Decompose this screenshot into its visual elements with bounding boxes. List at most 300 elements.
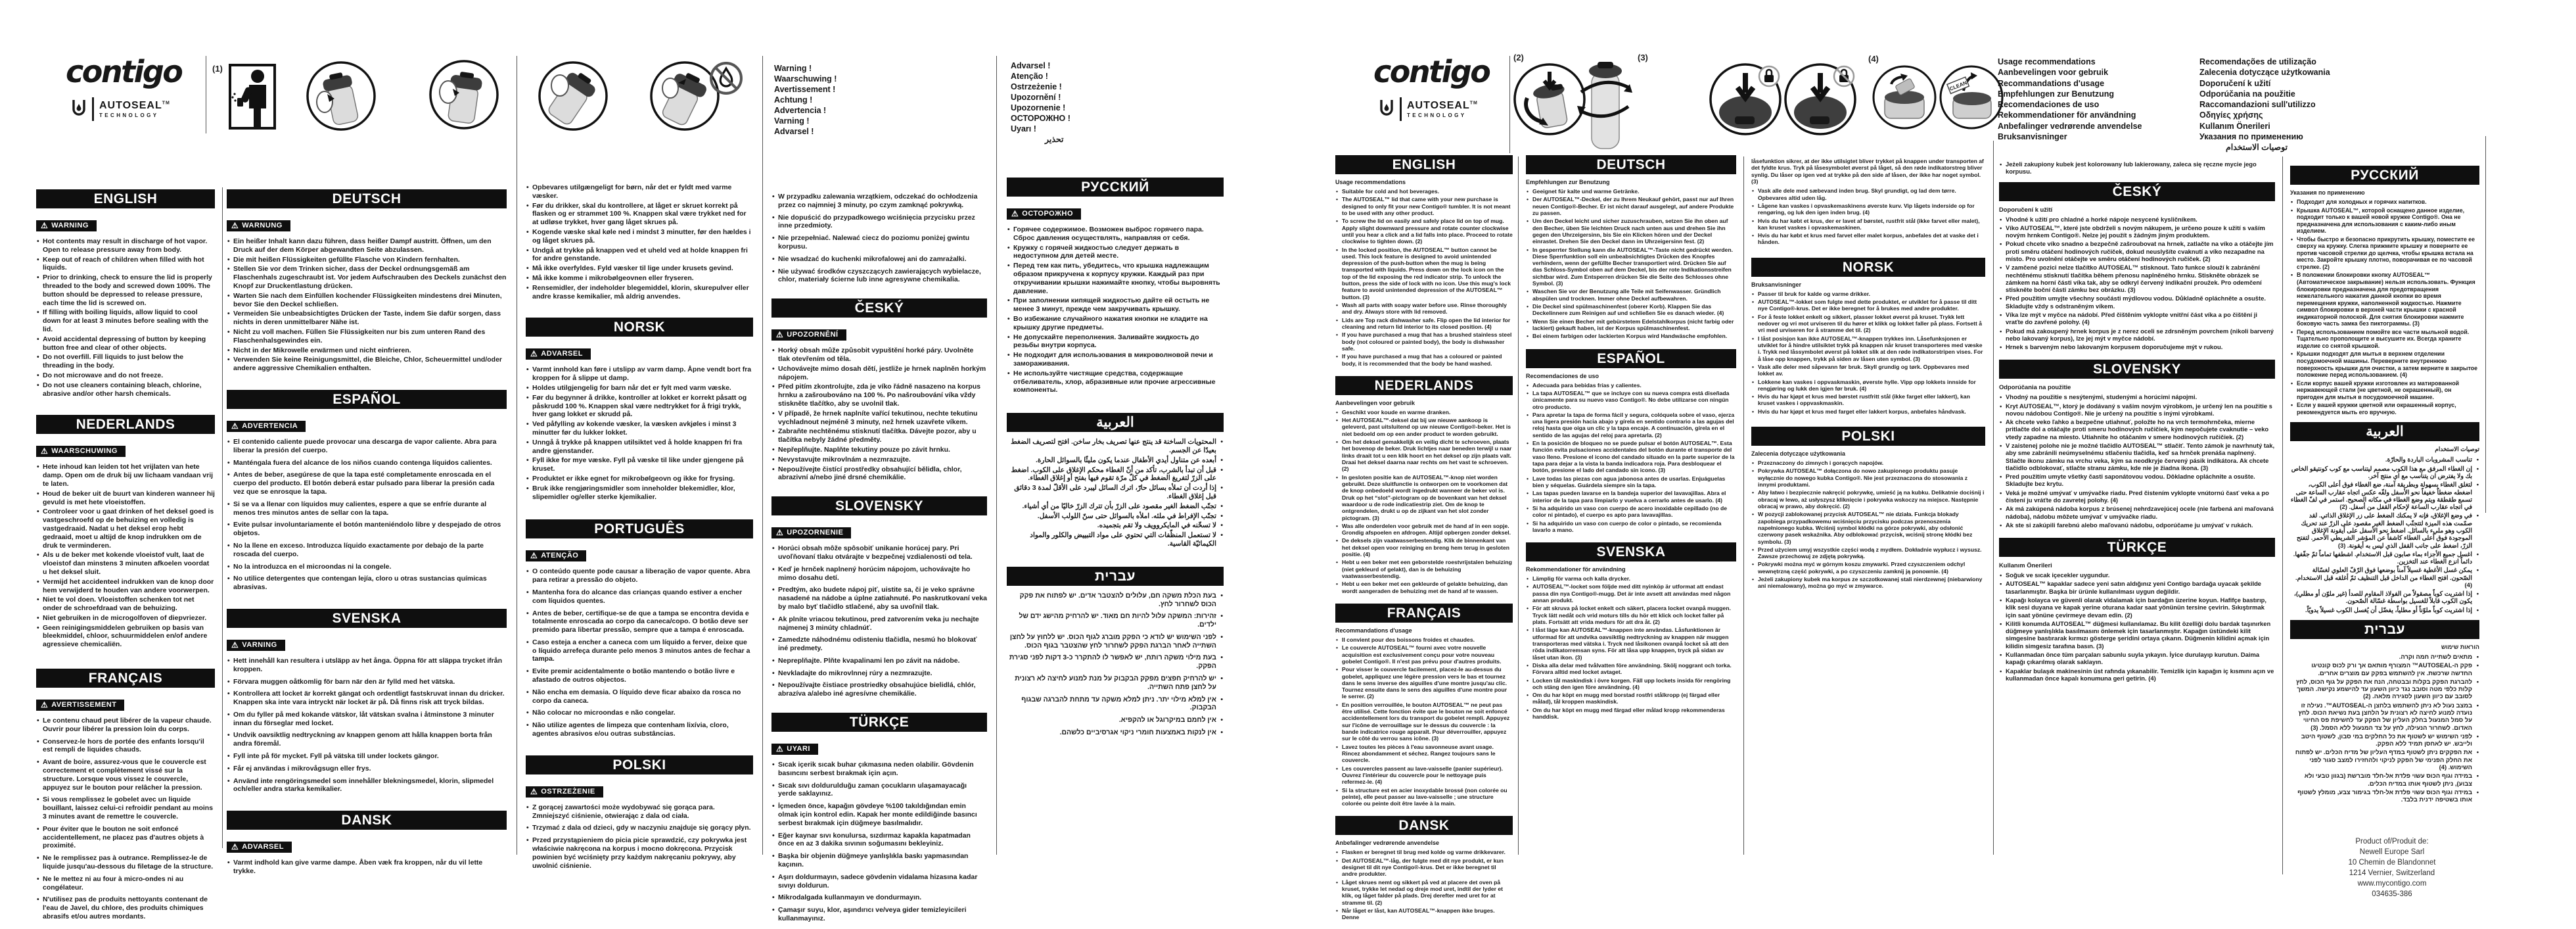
warning-badge [771,744,818,755]
warning-badge-label: WARNUNG [242,222,283,229]
bullet-item: • Hvis du har kjøpt et krus med farget eller lakkert korpus, anbefales håndvask. [1751,408,1985,415]
figure-tilt-drink-circle [538,60,609,131]
language-section [227,189,507,373]
bullet-item: • Le couvercle AUTOSEAL™ fourni avec votre nouvelle acquisition est exclusivement conçu pour votre nouveau gobelet Contigo®. Il n'est pas prévu pour d'autres produits. [1335,644,1513,665]
warning-badge-label: ОСТОРОЖНО [1022,210,1074,218]
bullet-item: • Si vous remplissez le gobelet avec un liquide bouillant, laissez celui-ci refroidir pendant au moins 3 minutes avant de remettre le couvercle. [36,796,215,821]
list-line: Recomendaciones de uso [1998,100,2100,109]
bullet-item: • Não encha em demasia. O líquido deve ficar abaixo da rosca no corpo da caneca. [526,688,753,705]
bullet-item: • تناسب المشروبات الباردة والحارّة. [2290,456,2479,463]
warning-badge [227,842,292,853]
bullet-item: • Si la structure est en acier inoxydable brossé (non colorée ou peinte), elle peut passer au lave-vaisselle ; une structure colorée ou peinte doit être lavée à la main. [1335,787,1513,807]
bullet-item: • Do not microwave and do not freeze. [36,371,215,380]
column-divider [1509,56,1510,153]
figure-flip-lid-circle [1872,64,1937,130]
bullet-list [1526,575,1736,720]
section-title: توصيات الاستخدام [2435,446,2479,453]
bullet-item: • להברגת הפקק בקלות ובבטחה, הנח את הפקק על גוף הכוס, לחץ קלות כלפי מטה וסובב נגד כיוון השעון עד להישמע נקישה. המשך לסובב עם כיוון השעון לסגירה מלאה. (2) [2290,678,2479,700]
warning-triangle-icon: ⚠ [776,330,784,340]
bullet-item: • Evite premir acidentalmente o botão mantendo o botão livre e afastado de outros objectos. [526,667,753,684]
language-section-header: POLSKI [1751,427,1985,446]
bullet-item: • Pokrywka AUTOSEAL™ dołączona do nowo zakupionego produktu pasuje wyłącznie do nowego kubka Contigo®. Nie jest przeznaczona do stosowania z innymi produktami. [1751,467,1985,488]
section-title: Usage recommendations [1335,179,1406,185]
bullet-item: • Подходит для холодных и горячих напитков. [2290,199,2479,206]
bullet-item: • To screw the lid on easily and safely place lid on top of mug. Apply slight downward pressure and rotate counter clockwise until you hear a click and a lid falls into place. Proceed to rotate clockwise to tighten down. (2) [1335,218,1513,245]
bullet-item: • Pokud chcete víko snadno a bezpečně zašroubovat na hrnek, zatlačte na víko a otáčejte jím proti směru otáčení hodinových ručiček, dokud neuslyšíte cvaknutí a víko nezapadne na místo. Pro uvolnění otáčejte ve směru otáčení hodinových ručiček. (2) [1999,240,2275,262]
bullet-list [36,717,215,921]
column-divider [1993,141,1994,855]
bullet-list [2290,456,2479,613]
bullet-item: • Nepreplňajte. Plňte kvapalinami len po závit na nádobe. [771,657,987,665]
language-section-header: العربية [2290,422,2479,441]
multilang-warning-list-1 [774,63,837,137]
language-section [1526,349,1736,534]
bullet-item: • Waschen Sie vor der Benutzung alle Teile mit Seifenwasser. Gründlich abspülen und trocknen. Immer ohne Deckel aufbewahren. [1526,288,1736,302]
warning-triangle-icon: ⚠ [231,842,239,852]
warning-badge [36,446,126,457]
bullet-item: • Перед использованием помойте все части мыльной водой. Тщательно прополощите и высушите их. Всегда храните изделие со снятой крышкой. [2290,329,2479,350]
list-line: Waarschuwing ! [774,74,837,83]
bullet-item: • При заполнении кипящей жидкостью дайте ей остыть не менее 3 минут, прежде чем закручивать крышку. [1007,297,1224,314]
bullet-item: • Nevkladajte do mikrovlnnej rúry a nezmrazujte. [771,669,987,678]
contigo-logo: contigo [66,54,182,89]
bullet-item: • Pour visser le couvercle facilement, placez-le au-dessus du gobelet, appliquez une légère pression vers le bas et tournez dans le sens inverse des aiguilles d'une montre jusqu'au clic. Tournez ensuite dans le sens des aiguilles d'une montre pour le serrer. (2) [1335,666,1513,700]
bullet-item: • تجنّب الضغط الغير مقصود على الزرّ بأن تترك الزرّ خاليًا من أي أشياء. [1007,502,1224,511]
list-line: Achtung ! [774,95,813,105]
section-title: Anbefalinger vedrørende anvendelse [1335,840,1440,847]
bullet-item: • Om du har köpt en mugg med färgad eller målad kropp rekommenderas handdisk. [1526,707,1736,721]
bullet-item: • Nie dopuścić do przypadkowego wciśnięcia przycisku przez inne przedmioty. [771,214,987,231]
bullet-item: • Hvis du har kjøpt et krus med børstet rustfritt stål (ikke farget eller lakkert), kan kruset vaskes i oppvaskmaskin. [1751,393,1985,407]
language-section [36,669,215,921]
list-line: Kullanım Önerileri [2199,121,2270,131]
bullet-item: • Diska alla delar med tvålvatten före användning. Skölj noggrant och torka. Förvara alltid med locket avtaget. [1526,662,1736,676]
list-line: Advarsel ! [1011,61,1051,70]
bullet-item: • Aby łatwo i bezpiecznie nakręcić pokrywkę, umieść ją na kubku. Delikatnie dociśnij i obracaj w lewo, aż usłyszysz kliknięcie i pokrywka wskoczy na miejsce. Następnie obracaj w prawo, aby dokręcić. (2) [1751,489,1985,510]
bullet-item: • W przypadku zalewania wrzątkiem, odczekać do ochłodzenia przez co najmniej 3 minuty, po czym zamknąć pokrywką. [771,193,987,210]
warning-triangle-icon: ⚠ [530,551,538,561]
bullet-item: • Als u de beker met kokende vloeistof vult, laat de vloeistof dan minstens 3 minuten afkoelen voordat u het deksel sluit. [36,551,215,576]
list-line: ОСТОРОЖНО ! [1011,114,1070,123]
bullet-item: • Не используйте чистящие средства, содержащие отбеливатель, хлор, абразивные или прочие агрессивные компоненты. [1007,369,1224,394]
bullet-item: • لتغلق الغطاء بسهولة وبطريقة آمنة، ضع الغطاء فوق أعلى الكوب، اضغطه ضغطاً خفيفاً نحو الأسفل ولفّه عكس اتجاه عقارب الساعة حتى تسمع طقطقة ويتم وضع الغطاء في مكانه الصحيح. استمر في لفّ الغطاء في اتجاه عقارب الساعة لإحكام القفل من أسفل. (2) [2290,481,2479,510]
language-section-header: NEDERLANDS [36,415,215,434]
bullet-item: • قبل أن تبدأ بالشرب، تأكد من أنّ الغطاء محكم الإغلاق على الكوب. اضغط على الزرّ لتفريغ الضغط في كلّ مرّة تقوم فيها بفتح أو إغلاق الغطاء. [1007,466,1224,483]
bullet-item: • זהירות: המשקה עלול להיות חם מאוד. יש להרחיק מהישג ידם של ילדים. [1007,612,1224,629]
bullet-item: • في وضع الإغلاق، فإنه لا يمكنك الضغط على زر الإغلاق الذاتي. لقد صمّمت هذه الميزة لتتجنّب الضغط الغير مقصود على الزرّ عند تحريك الكوب وهو مليء بالسائل. اضغط نحو الأسفل على أيقونة الإغلاق الموجودة فوق أعلى الغطاء كاشفاً عن المؤشر الشريطي الأحمر. لتفتح الزرّ، اضغط على جانب القفل الذي ليس به أيقونة. (3) [2290,512,2479,548]
bullet-item: • No la introduzca en el microondas ni la congele. [227,563,507,571]
bullet-item: • Ak ste si zakúpili farebnú alebo maľovanú nádobu, odporúčame ju umývať v rukách. [1999,521,2275,529]
warning-badge-label: WAARSCHUWING [51,447,118,456]
language-section-header: NEDERLANDS [1335,376,1513,395]
figure-press-away-from-body [229,64,276,130]
bullet-item: • In gesloten positie kan de AUTOSEAL™-knop niet worden gebruikt. Deze sluitfunctie is ontworpen om te voorkomen dat de knop onbedoeld wordt ingedrukt wanneer de beker vol is. Druk op het “slot”-pictogram op de bovenkant van het deksel waardoor u de rode indicatiestrip ziet. Om de knop te ontgrendelen, drukt u op de zijkant van het slot zonder pictogram. (3) [1335,474,1513,521]
column-divider [222,187,223,848]
language-section [771,298,987,482]
bullet-item: • For å feste lokket enkelt og sikkert, plasser lokket øverst på kruset. Trykk lett nedover og vri mot urviseren til du hører et klikk og lokket faller på plass. Fortsett å vri med urviseren for å stramme det til. (2) [1751,314,1985,334]
bullet-item: • Um den Deckel leicht und sicher zuzuschrauben, setzen Sie ihn oben auf den Becher, üben Sie leichten Druck nach unten aus und drehen Sie ihn gegen den Uhrzeigersinn, bis Sie ein Klicken hören und der Deckel einrastet. Drehen Sie den Deckel dann im Uhrzeigersinn fest. (2) [1526,218,1736,245]
language-section [1999,538,2275,682]
bullet-item: • Får ej användas i mikrovågsugn eller frys. [227,765,507,773]
warning-badge-label: ADVERTENCIA [242,421,298,430]
language-section [2290,166,2479,416]
language-section [526,318,753,501]
language-section-header: ESPAÑOL [227,390,507,409]
section-title: Указания по применению [2290,189,2365,196]
list-line: Anbefalinger vedrørende anvendelse [1998,121,2142,131]
bullet-item: • Sıcak sıvı doldurulduğu zaman çocukların ulaşamayacağı yerde saklayınız. [771,782,987,799]
bullet-item: • If you have purchased a mug that has a brushed stainless steel body (not coloured or painted body), the body is dishwasher safe. [1335,331,1513,352]
bullet-item: • För att skruva på locket enkelt och säkert, placera locket ovanpå muggen. Tryck lätt nedåt och vrid moturs tills du hör ett klick och locket faller på plats. Fortsätt att vrida medurs för att dra åt. (2) [1526,605,1736,625]
left-column-4 [771,187,987,927]
language-section-header: SVENSKA [227,609,507,628]
language-section-header: DEUTSCH [1526,155,1736,174]
bullet-item: • Adecuada para bebidas frías y calientes. [1526,382,1736,389]
bullet-item: • Ak chcete veko ľahko a bezpečne utiahnuť, položte ho na vrch termohrnčeka, mierne pritlačte dol a otáčajte proti smeru hodinových ručičiek, kým nepočujete cvaknutie – veko vtedy zapadne na miesto. Utiahnite ho otáčaním v smere hodinových ručičiek. (2) [1999,418,2275,441]
bullet-item: • Кружку с горячей жидкостью следует держать в недоступном для детей месте. [1007,244,1224,261]
bullet-item: • במצב נעול לא ניתן להשתמש בלחצן ה-AUTOSEAL™. נעילה זו נועדה למנוע לחיצה לא רצונית על הלחצן בעת נשיאת הכוס. לחץ על סמל המנעול בחלק העליון של הפקק עד לחשיפת פס החיווי האדום. לשחרור הנעילה, לחץ על צד המנעול ללא הסמל. (3) [2290,702,2479,731]
language-section [1526,155,1736,340]
brand-lockup-left [66,54,182,121]
bullet-item: • Mantenha fora do alcance das crianças quando estiver a encher com líquidos quentes. [526,588,753,606]
autoseal-droplet-icon [1379,99,1394,119]
multilang-usage-list-1 [1998,57,2142,142]
bullet-item: • Om het deksel gemakkelijk en veilig dicht te schroeven, plaats het bovenop de beker. Druk lichtjes naar beneden terwijl u naar links draait tot u een klik hoort en het deksel op zijn plaats valt. Draai het deksel daarna naar rechts om het vast te schroeven. (2) [1335,439,1513,473]
bullet-list [1526,382,1736,534]
warning-badge-label: AVERTISSEMENT [51,701,117,709]
bullet-item: • Wenn Sie einen Becher mit gebürstetem Edelstahlkorpus (nicht farbig oder lackiert) gekauft haben, ist der Korpus spülmaschinenfest. [1526,318,1736,332]
bullet-item: • Vermijd het accidenteel indrukken van de knop door hem verwijderd te houden van andere voorwerpen. [36,578,215,595]
right-column-2 [1526,155,1736,721]
list-line: Rekommendationer för användning [1998,110,2136,120]
language-section-header: SLOVENSKY [1999,360,2275,379]
left-column-2 [227,189,507,877]
bullet-item: • Vask alle deler med såpevann før bruk. Skyll grundig og tørk. Oppbevares med lokket av. [1751,364,1985,377]
bullet-list [526,567,753,738]
bullet-item: • Om du har köpt en mugg med borstad rostfri stålkropp (ej färgad eller målad), tål kroppen maskindisk. [1526,692,1736,705]
bullet-item: • AUTOSEAL™-locket som följde med ditt nyinköp är utformat att endast passa din nya Contigo®-mugg. Det är inte avsett att användas med någon annan produkt. [1526,583,1736,604]
warning-badge [526,348,591,360]
bullet-item: • لا تسخّنه في المايكروويف ولا تقم بتجميده. [1007,521,1224,530]
bullet-item: • Nevystavujte mikrovlnám a nezmrazujte. [771,456,987,464]
language-section [1007,567,1224,737]
column-divider [2485,136,2486,513]
bullet-item: • Uchovávejte mimo dosah dětí, jestliže je hrnek naplněn horkým nápojem. [771,365,987,382]
bullet-item: • Evite pulsar involuntariamente el botón manteniéndolo libre y despejado de otros objetos. [227,521,507,538]
bullet-item: • Kontrollera att locket är korrekt gängat och ordentligt fastskruvat innan du dricker. Knappen ska inte vara intryckt när locket är på. Då finns risk att tryck bildas. [227,690,507,707]
list-line: Newell Europe Sarl [2359,848,2425,857]
bullet-item: • Hebt u een beker met een gekleurde of gelakte behuizing, dan wordt aangeraden de behuizing met de hand af te wassen. [1335,581,1513,594]
bullet-item: • أبعده عن متناول أيدي الأطفال عندما يكون مليئًا بالسوائل الحارة. [1007,456,1224,465]
bullet-list [1335,409,1513,594]
right-column-4 [1999,158,2275,683]
bullet-item: • מתאים לשתייה חמה וקרה. [2290,653,2479,660]
bullet-item: • לפני השימוש יש לשטוף את כל החלקים במי סבון, לשטוף היטב ולייבש. יש לאחסן תמיד ללא הפקק. [2290,732,2479,748]
bullet-item: • Antes de beber, asegúrese de que la tapa esté completamente enroscada en el cuerpo del producto. El botón deberá estar pulsado para liberar la presión cada vez que se enrosque la tapa. [227,471,507,496]
multilang-usage-list-2 [2199,57,2330,153]
bullet-item: • Hete inhoud kan leiden tot het vrijlaten van hete damp. Open om de druk bij uw lichaam vandaan vrij te laten. [36,463,215,488]
warning-badge-label: WARNING [51,222,89,229]
bullet-item: • В положении блокировки кнопку AUTOSEAL™ (Автоматическое закрывание) нельзя использовать. Функция блокировки предназначена для предотвращения нежелательного нажатия данной кнопки во время перемещения кружки, наполненной жидкостью. Нажмите символ блокировки в верхней части крышки с красной индикаторной полоской. Для снятия блокировки нажмите боковую часть замка без пиктограммы. (3) [2290,272,2479,327]
bullet-list [1335,188,1513,367]
list-line: Upozornenie ! [1011,103,1066,112]
bullet-item: • Kullanmadan önce tüm parçaları sabunlu suyla yıkayın. İyice durulayıp kurutun. Daima kapağı çıkarılmış olarak saklayın. [1999,651,2275,666]
bullet-item: • Manténgala fuera del alcance de los niños cuando contenga líquidos calientes. [227,459,507,467]
list-line-arabic: تحذير [1045,135,1064,144]
bullet-list [2290,653,2479,803]
bullet-item: • Horký obsah může způsobit vypuštění horké páry. Uvolněte tlak otevřením od těla. [771,346,987,364]
warning-badge [526,550,586,561]
bullet-item: • Ak plníte vriacou tekutinou, pred zatvorením veka ju nechajte najmenej 3 minúty chladnúť. [771,615,987,632]
bullet-item: • Keep out of reach of children when filled with hot liquids. [36,256,215,273]
section-title: הוראות שימוש [2441,644,2479,651]
warning-badge-label: UYARI [787,745,810,753]
bullet-item: • Если корпус вашей кружки изготовлен из матированной нержавеющей стали (не цветной, не окрашенный), он пригоден для мытья в посудомоечной машине. [2290,380,2479,401]
right-column-3 [1751,158,1985,591]
figure-lid-clean-circle [1939,64,2004,130]
bullet-item: • La tapa AUTOSEAL™ que se incluye con su nueva compra está diseñada únicamente para su nuevo vaso Contigo®. No debe utilizarse con ningún otro producto. [1526,390,1736,410]
list-line: Recomendações de utilização [2199,57,2316,66]
bullet-item: • Fyll ikke for mye væske. Fyll på væske til like under gjengene på kruset. [526,456,753,473]
bullet-list [771,761,987,923]
bullet-item: • Не допускайте переполнения. Заливайте жидкость до резьбы внутри корпуса. [1007,333,1224,350]
bullet-item: • Não colocar no microondas e não congelar. [526,709,753,717]
language-section [1526,542,1736,720]
language-section-header: ČESKÝ [1999,182,2275,201]
language-section-header: TÜRKÇE [1999,538,2275,557]
bullet-item: • Bruk ikke rengjøringsmidler som inneholder blekemidler, klor, slipemidler og/eller sterke kjemikalier. [526,485,753,502]
language-section-header: FRANÇAIS [36,669,215,688]
bullet-item: • I låst posisjon kan ikke AUTOSEAL™-knappen trykkes inn. Låsefunksjonen er utviklet for å hindre utilsiktet trykk på knappen når kruset transporteres med væske i. Trykk ned låssymbolet øverst på lokket slik at den røde indikatorstripen vises. For å låse opp knappen, trykk på siden av låsen uten symbol. (3) [1751,335,1985,362]
bullet-list [771,346,987,482]
bullet-item: • Locken tål maskindisk i övre korgen. Fäll upp lockets insida för rengöring och stäng den igen före användning. (4) [1526,677,1736,691]
bullet-item: • No utilice detergentes que contengan lejía, cloro u otras sustancias químicas abrasivas. [227,575,507,592]
bullet-item: • Крышка AUTOSEAL™, которой оснащено данное изделие, подходит только к вашей новой кружке Contigo®. Она не предназначена для использования с каким-либо иным изделием. [2290,207,2479,235]
bullet-item: • Kapağı kolayca ve güvenli olarak vidalamak için bardağın üzerine koyun. Hafifçe bastırıp, klik sesi duyana ve kapak yerine oturana kadar saat yönünün tersine çevirin. Sıkıştırmak için saat yönüne çevirmeye devam edin. (2) [1999,596,2275,619]
warning-badge [771,329,846,341]
section-title: Kullanım Önerileri [1999,561,2052,569]
warning-badge-label: UPOZORNENIE [787,529,844,537]
bullet-item: • Başka bir objenin düğmeye yanlışlıkla baskı yapmasından kaçının. [771,852,987,869]
bullet-item: • Før du drikker, skal du kontrollere, at låget er skruet korrekt på flasken og er strammet 100 %. Knappen skal være trykket ned for at udløse trykket, hver gang låget skrues på. [526,202,753,227]
list-line: Raccomandazioni sull'utilizzo [2199,100,2316,109]
warning-triangle-icon: ⚠ [41,221,49,230]
bullet-item: • إذا اشتريت كوباً ملوّناً أو مطلياً، يفضّل أن يُغسل الكوب غسيلاً يدويّاً. [2290,606,2479,613]
bullet-item: • In the locked position, the AUTOSEAL™ button cannot be used. This lock feature is designed to avoid unintended depression of the push-button when the mug is being transported with liquids. Press down on the lock icon on the top of the lid exposing the red indicator strip. To unlock the button, press the side of lock with no icon. Use this mug's lock feature to avoid unintended depression of the AUTOSEAL™ button. (3) [1335,247,1513,301]
bullet-item: • V zamčené pozici nelze tlačítko AUTOSEAL™ stisknout. Tato funkce slouží k zabránění nechtěnému stisknutí tlačítka během přenosu naplněného hrnku. Stiskněte obrázek se zámkem na horní části víka tak, aby se odkryl červený indikační proužek. Pro odemčení stiskněte boční části zámku bez obrázku. (3) [1999,264,2275,293]
bullet-item: • Varmt indhold kan give varme dampe. Åben væk fra kroppen, når du vil lette trykke. [227,859,507,876]
bullet-item: • إن الغطاء المرفق مع هذا الكوب مصمم ليتناسب مع كوب كونتيقو الخاص بك ولا يفترض ان يتناسب مع اي منتج آخر. [2290,465,2479,480]
language-section [526,183,753,300]
list-line: Product of/Produit de: [2355,838,2429,846]
bullet-item: • Во избежание случайного нажатия кнопки не кладите на крышку другие предметы. [1007,315,1224,332]
warning-badge-label: UPOZORNĚNÍ [787,331,839,339]
bullet-item: • Lavez toutes les pièces à l'eau savonneuse avant usage. Rincez abondamment et séchez. Rangez toujours sans le couvercle. [1335,744,1513,764]
list-line: 10 Chemin de Blandonnet [2348,859,2436,867]
warning-triangle-icon: ⚠ [530,349,538,359]
bullet-item: • Vask alle dele med sæbevand inden brug. Skyl grundigt, og lad dem tørre. Opbevares altid uden låg. [1751,187,1985,201]
bullet-item: • Kryt AUTOSEAL™, ktorý je dodávaný s vašim novým výrobkom, je určený len na použitie s novou nádobou Contigo®. Nie je určený na použitie s inými výrobkami. [1999,402,2275,417]
bullet-item: • Controleer voor u gaat drinken of het deksel goed is vastgeschroefd op de behuizing en volledig is vastgedraaid. Nadat u het deksel erop hebt gedraaid, moet u altijd de knop indrukken om de druk te verminderen. [36,508,215,550]
bullet-item: • يمكن غسل الأغطية غسيلاً آمناً بوضعها فوق الرّفّ العلوي لغسّالة الصّحون. افتح الغطاء من الداخل قبل التنظيف ثمّ أغلقه قبل الاستخدام. (4) [2290,566,2479,588]
bullet-item: • No la llene en exceso. Introduzca líquido exactamente por debajo de la parte roscada del cuerpo. [227,542,507,559]
bullet-item: • Varmt innhold kan føre i utslipp av varm damp. Åpne vendt bort fra kroppen for å slippe ut damp. [526,366,753,383]
bullet-item: • Opbevares utilgængeligt for børn, når det er fyldt med varme væsker. [526,183,753,201]
warning-triangle-icon: ⚠ [776,744,784,754]
bullet-item: • Vermeiden Sie unbeabsichtigtes Drücken der Taste, indem Sie dafür sorgen, dass nichts in deren unmittelbarer Nähe ist. [227,310,507,327]
bullet-list [1751,460,1985,590]
column-divider [762,56,763,855]
bullet-item: • Para apretar la tapa de forma fácil y segura, colóquela sobre el vaso, ejerza una ligera presión hacia abajo y gírela en sentido contrario a las agujas del reloj hasta que oiga un clic y la tapa encaje. A continuación, gírela en el sentido de las agujas del reloj para apretarla. (2) [1526,412,1736,439]
bullet-item: • במידה וגוף הכוס עשוי פלדת אל-חלד בגימור צבע, מומלץ לשטוף אותו בשטיפה ידנית בלבד. [2290,788,2479,803]
bullet-item: • Nicht zu voll machen. Füllen Sie Flüssigkeiten nur bis zum unteren Rand des Flaschenhalsgewindes ein. [227,328,507,345]
list-line: Upozornění ! [1011,93,1061,102]
bullet-item: • Låget skrues nemt og sikkert på ved at placere det oven på kruset, trykke let nedad og dreje mod uret, indtil der lyder et klik, og låget falder på plads. Drej derefter med uret for at stramme til. (2) [1335,879,1513,906]
language-section-header: PORTUGUÊS [526,519,753,538]
warning-badge-label: OSTRZEŻENIE [541,787,595,796]
bullet-item: • Avoid accidental depressing of button by keeping button free and clear of other objects. [36,335,215,352]
bullet-item: • בעת הכלת משקה חם, עלולים להצטבר אדים. יש לפתוח את פקק הכוס לשחרור לחץ. [1007,592,1224,609]
bullet-item: • Nie wsadzać do kuchenki mikrofalowej ani do zamrażalki. [771,255,987,264]
bullet-item: • Nepoužívajte čistiace prostriedky obsahujúce bielidlá, chlór, abrazíva a/alebo iné agresívne chemikálie. [771,681,987,698]
bullet-item: • אין לחמם במיקרוגל או להקפיא. [1007,716,1224,725]
bullet-item: • Hvis du har købt et krus, der er lavet af børstet, rustfrit stål (ikke farvet eller malet), kan kruset vaskes i opvaskemaskinen. [1751,218,1985,231]
bullet-item: • Der AUTOSEAL™-Deckel, der zu Ihrem Neukauf gehört, passt nur auf Ihren neuen Contigo®-Becher. Er ist nicht darauf ausgelegt, auf andere Produkte zu passen. [1526,196,1736,216]
bullet-item: • إذا اشتريت كوباً مصقولاً من الفولاذ المقاوم للصدأ (غير ملوّن أو مطلي)، يكون الكوب قابلاً للغسيل بواسطة غسّالة الصّحون. [2290,590,2479,605]
language-section [526,755,753,870]
language-section [526,519,753,738]
bullet-item: • Soğuk ve sıcak içecekler uygundur. [1999,571,2275,579]
bullet-item: • Před použitím umyjte všechny součásti mýdlovou vodou. Důkladně opláchněte a osušte. Skladujte vždy s odstraněným víkem. [1999,295,2275,310]
language-section [1751,158,1985,246]
bullet-item: • Geen reinigingsmiddelen gebruiken op basis van bleekmiddel, chloor, schuurmiddelen en/of andere agressieve chemicaliën. [36,624,215,649]
language-section-header: РУССКИЙ [1007,178,1224,197]
language-section-header: DANSK [1335,816,1513,835]
bullet-item: • Må ikke overfyldes. Fyld væsker til lige under krusets gevind. [526,264,753,273]
svg-text:CLEAN: CLEAN [1948,80,1968,93]
bullet-item: • Undvik oavsiktlig nedtryckning av knappen genom att hålla knappen borta från andra föremål. [227,731,507,748]
bullet-list [771,544,987,698]
bullet-item: • اغسل جميع الأجزاء بماء صابون قبل الاستخدام. اشطفها تماماً ثمّ جفّفها. دائماً انزع الغطاء عند التخزين. [2290,550,2479,565]
bullet-item: • Если у вашей кружки цветной или окрашенный корпус, рекомендуется мыть его вручную. [2290,402,2479,416]
bullet-item: • Holdes utilgjengelig for barn når det er fylt med varm væske. [526,384,753,393]
bullet-item: • Hett innehåll kan resultera i utsläpp av het ånga. Öppna för att släppa trycket ifrån kroppen. [227,657,507,674]
bullet-item: • Fyll inte på för mycket. Fyll på vätska till under lockets gängor. [227,752,507,761]
bullet-item: • Las tapas pueden lavarse en la bandeja superior del lavavajillas. Abra el interior de la tapa para limpiarlo y vuelva a cerrarlo antes de usarlo. (4) [1526,490,1736,504]
bullet-item: • Si ha adquirido un vaso con cuerpo de color o pintado, se recomienda lavarlo a mano. [1526,520,1736,534]
warning-triangle-icon: ⚠ [231,640,239,650]
bullet-item: • I låst läge kan AUTOSEAL™-knappen inte användas. Låsfunktionen är utformad för att undvika oavsiktlig nedtryckning av knappen när muggen transporteras med vätska i. Tryck ned låsikonen ovanpå locket så att den röda indikatorremsan syns. För att låsa upp knappen, tryck på sidan av låset utan ikon. (3) [1526,627,1736,661]
list-line: Οδηγίες χρήσης [2199,110,2263,120]
bullet-item: • V zaistenej polohe nie je možné tlačidlo AUTOSEAL™ stlačiť. Tento zámok je navrhnutý tak, aby sme zabránili neúmyselnému stlačeniu tlačidla, keď sa hrnček prenáša naplnený. Stlačte ikonu zámku na vrchu veka, kým sa neodkryje červený pásik indikátora. Ak chcete tlačidlo odblokovať, stlačte stranu zámku, kde nie je žiadna ikona. (3) [1999,442,2275,471]
language-section-header: العربية [1007,413,1224,432]
bullet-item: • Mikrodalgada kullanmayın ve dondurmayın. [771,893,987,902]
bullet-item: • Caso esteja a encher a caneca com um líquido a ferver, deixe que o líquido arrefeça durante pelo menos 3 minutos antes de fechar a tampa. [526,638,753,663]
language-section-header: FRANÇAIS [1335,604,1513,623]
figure-1-label: (1) [212,64,223,74]
bullet-list [1335,849,1513,920]
warning-badge [771,527,851,538]
autoseal-wordmark: AUTOSEAL™ [1407,99,1478,111]
bullet-item: • İçmeden önce, kapağın gövdeye %100 takıldığından emin olmak için kontrol edin. Kapak her monte edildiğinde basıncı serbest bırakmak için düğmeye basılmalıdır. [771,802,987,827]
bullet-item: • Aşırı doldurmayın, sadece gövdenin vidalama hizasına kadar sıvıyı doldurun. [771,873,987,890]
lockup-divider [92,97,94,121]
continuation-paragraph: låsefunktion sikrer, at der ikke utilsigtet bliver trykket på knappen under transporten af det fyldte krus. Tryk på låsesymbolet øverst på låget, så den røde indikatorstreg bliver synlig. Du låser op igen ved at trykke på den side af låsen, der ikke har noget symbol. (3) [1751,158,1984,185]
warning-badge [36,700,124,711]
language-section-header: DEUTSCH [227,189,507,208]
bullet-item: • Ne le mettez ni au four à micro-ondes ni au congélateur. [36,875,215,892]
list-line: Recommandations d'usage [1998,78,2105,88]
bullet-item: • Lave todas las piezas con agua jabonosa antes de usarlas. Enjuáguelas bien y séquelas. Guárdela siempre sin la tapa. [1526,475,1736,489]
list-line: Varning ! [774,116,810,126]
warning-badge-label: ADVARSEL [541,350,583,358]
contigo-logo: contigo [1373,54,1490,89]
bullet-item: • Predtým, ako budete nápoj piť, uistite sa, či je veko správne nasadené na nádobe a úplne zatiahnuté. Po naskrutkovaní veka by malo byť tlačidlo stlačené, aby sa uvoľnil tlak. [771,586,987,611]
figure-hold-mug-circle [428,59,499,130]
bullet-item: • Крышки подходят для мытья в верхнем отделении посудомоечной машины. Переверните внутреннюю поверхность крышки для очистки, а затем верните в закрытое положение перед использованием. (4) [2290,350,2479,378]
bullet-item: • Hebt u een beker met een geborstelde roestvrijstalen behuizing (niet gekleurd of gelakt), dan is de behuizing vaatwasserbestendig. [1335,559,1513,579]
language-section [771,193,987,284]
warning-badge [227,220,290,231]
bullet-item: • Le contenu chaud peut libérer de la vapeur chaude. Ouvrir pour libérer la pression loin du corps. [36,717,215,734]
list-line: Bruksanvisninger [1998,131,2067,141]
warning-badge [227,640,285,651]
bullet-item: • Vhodné k užití pro chladné a horké nápoje nesycené kysličníkem. [1999,216,2275,223]
autoseal-lockup [71,97,181,121]
bullet-item: • Lågene kan vaskes i opvaskemaskinens øverste kurv. Vip lågets inderside op for rengøring, og luk den igen inden brug. (4) [1751,202,1985,216]
bullet-item: • Vhodný na použitie s nesýtenými, studenými a horúcimi nápojmi. [1999,393,2275,400]
list-line: Doporučení k užití [2199,78,2271,88]
bullet-item: • Перед тем как пить, убедитесь, что крышка надлежащим образом прикручена к корпусу кружки. Каждый раз при откручивании крышки нажимайте кнопку, чтобы выровнять давление. [1007,262,1224,295]
warning-triangle-icon: ⚠ [776,528,784,538]
bullet-list [227,237,507,373]
bullet-item: • Het AUTOSEAL™-deksel dat bij uw nieuwe aankoop is geleverd, past uitsluitend op uw nieuwe Contigo®-beker. Het is niet bedoeld om op een ander product te worden gebruikt. [1335,417,1513,437]
language-section [1751,427,1985,590]
column-divider [2282,156,2283,874]
language-section-header: TÜRKÇE [771,713,987,732]
bullet-item: • Trzymać z dala od dzieci, gdy w naczyniu znajduje się gorący płyn. [526,824,753,832]
bullet-item: • Kilitli konumda AUTOSEAL™ düğmesi kullanılamaz. Bu kilit özelliği dolu bardak taşınırken düğmeye yanlışlıkla basılmasını önlemek için tasarlanmıştır. Kapağın üstündeki kilit simgesine bastırarak kırmızı gösterge şeridini ortaya çıkarın. Düğmenin kilidini açmak için kilidin simgesiz tarafına basın. (3) [1999,620,2275,650]
bullet-item: • Горячее содержимое. Возможен выброс горячего пара. Сброс давления осуществлять, направляя от себя. [1007,226,1224,243]
warning-badge [227,421,306,432]
list-line: Avertissement ! [774,85,836,94]
bullet-item: • Når låget er låst, kan AUTOSEAL™-knappen ikke bruges. Denne [1335,907,1513,921]
bullet-item: • Unngå å trykke på knappen utilsiktet ved å holde knappen fri fra andre gjenstander. [526,439,753,456]
bullet-item: • Ein heißer Inhalt kann dazu führen, dass heißer Dampf austritt. Öffnen, um den Druck auf der dem Körper abgewandten Seite abzulassen. [227,237,507,254]
list-line: 1214 Vernier, Switzerland [2349,869,2435,878]
bullet-list [526,183,753,300]
right-column-5 [2290,166,2479,804]
bullet-list [1751,187,1985,246]
language-section [227,609,507,794]
product-info [2313,836,2471,900]
left-column-3 [526,178,753,874]
bullet-item: • יש להרחיק חפצים מפקק הבקבוק על מנת למנוע לחיצה לא רצונית על לחצן פתח השתייה. [1007,675,1224,692]
section-title: Rekommendationer för användning [1526,566,1626,573]
bullet-item: • Geeignet für kalte und warme Getränke. [1526,188,1736,195]
bullet-item: • אין לנקות באמצעות חומרי ניקוי אגרסיביים כלשהם. [1007,728,1224,737]
figure-press-button-circle [306,60,377,131]
bullet-item: • Bei einem farbigen oder lackierten Korpus wird Handwäsche empfohlen. [1526,333,1736,339]
language-section [1335,376,1513,594]
language-section [1335,604,1513,807]
bullet-item: • Suitable for cold and hot beverages. [1335,188,1513,195]
bullet-item: • Flasken er beregnet til brug med kolde og varme drikkevarer. [1335,849,1513,855]
section-title: Recomendaciones de uso [1526,372,1599,379]
bullet-list [1007,226,1224,394]
bullet-list [526,803,753,870]
bullet-item: • Rensemidler, der indeholder blegemiddel, klorin, skurepulver eller andre krasse kemikalier, må aldrig anvendes. [526,284,753,301]
